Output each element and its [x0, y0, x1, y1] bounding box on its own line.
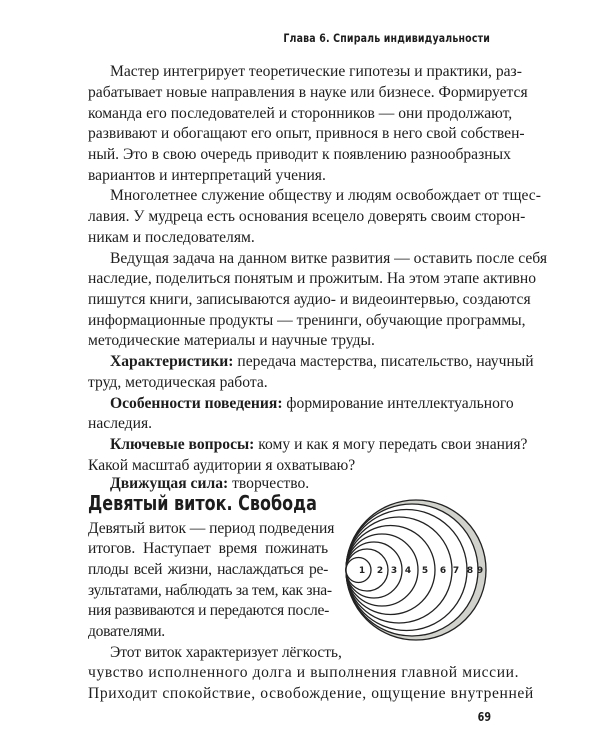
behavior-label: Особенности поведения: — [110, 395, 283, 412]
circle-label-4: 4 — [404, 566, 412, 576]
body-line: информационные продукты — тренинги, обучающие программы, — [88, 312, 526, 329]
body-line: никам и последователям. — [88, 229, 255, 246]
section-heading: Девятый виток. Свобода — [88, 491, 317, 515]
circle-label-5: 5 — [421, 566, 429, 576]
body-line: вариантов и интерпретаций учения. — [88, 167, 326, 184]
behavior-text: формирование интеллектуального — [282, 395, 514, 412]
behavior — [110, 394, 514, 414]
circle-label-3: 3 — [390, 566, 398, 576]
circle-label-8: 8 — [466, 566, 474, 576]
body-line: Ведущая задача на данном витке развития — оставить после себя — [110, 250, 548, 267]
body-line: лавия. У мудреца есть основания всецело доверять своим сторон- — [88, 208, 526, 225]
body-line: ный. Это в свою очередь приводит к появлению разнообразных — [88, 146, 511, 163]
key-questions-text: кому и как я могу передать свои знания? — [254, 436, 528, 453]
circle-label-7: 7 — [452, 566, 460, 576]
body-line: рабатывает новые направления в науке или бизнесе. Формируется — [88, 84, 528, 101]
key-questions-label: Ключевые вопросы: — [110, 436, 255, 453]
body-line: Какой масштаб аудитории я охватываю? — [88, 457, 356, 474]
body-line: наследие, поделиться понятым и прожитым. На этом этапе активно — [88, 270, 537, 287]
body-line: Многолетнее служение обществу и людям освобождает от тщес- — [110, 187, 541, 204]
body-line: Девятый виток — период подведения — [88, 520, 335, 537]
body-line: ния развиваются и передаются после- — [88, 602, 330, 619]
body-line: чувство исполненного долга и выполнения главной миссии. — [88, 664, 520, 681]
body-line: труд, методическая работа. — [88, 374, 268, 391]
circle-label-2: 2 — [376, 566, 384, 576]
body-line: развивают и обогащают его опыт, привнося в него свой собствен- — [88, 125, 525, 142]
circle-label-9: 9 — [476, 566, 484, 576]
circle-label-6: 6 — [439, 566, 447, 576]
key-questions — [110, 435, 528, 455]
running-header: Глава 6. Спираль индивидуальности — [283, 31, 490, 45]
body-line: Этот виток характеризует лёгкость, — [110, 644, 342, 661]
driving-force-text: творчество. — [228, 475, 310, 492]
body-line: плоды всей жизни, наслаждаться ре- — [88, 561, 328, 578]
page-number: 69 — [477, 710, 492, 724]
body-line: Мастер интегрирует теоретические гипотезы и практики, раз- — [110, 63, 522, 80]
characteristics-label: Характеристики: — [110, 353, 234, 370]
driving-force-label: Движущая сила: — [110, 475, 229, 492]
body-line: итогов. Наступает время пожинать — [88, 540, 328, 557]
body-line: Приходит спокойствие, освобождение, ощущение внутренней — [88, 685, 534, 702]
spiral-circles-figure — [340, 495, 500, 645]
body-line: наследия. — [88, 415, 153, 432]
body-line: дователями. — [88, 623, 165, 640]
characteristics-text: передача мастерства, писательство, научный — [233, 353, 534, 370]
body-line: методические материалы и научные труды. — [88, 332, 375, 349]
body-line: пишутся книги, записываются аудио- и видеоинтервью, создаются — [88, 291, 531, 308]
body-line: команда его последователей и сторонников — они продолжают, — [88, 105, 513, 122]
body-line: зультатами, наблюдать за тем, как зна- — [88, 582, 332, 599]
characteristics — [110, 352, 534, 372]
driving-force — [110, 474, 488, 494]
circle-label-1: 1 — [358, 566, 366, 576]
